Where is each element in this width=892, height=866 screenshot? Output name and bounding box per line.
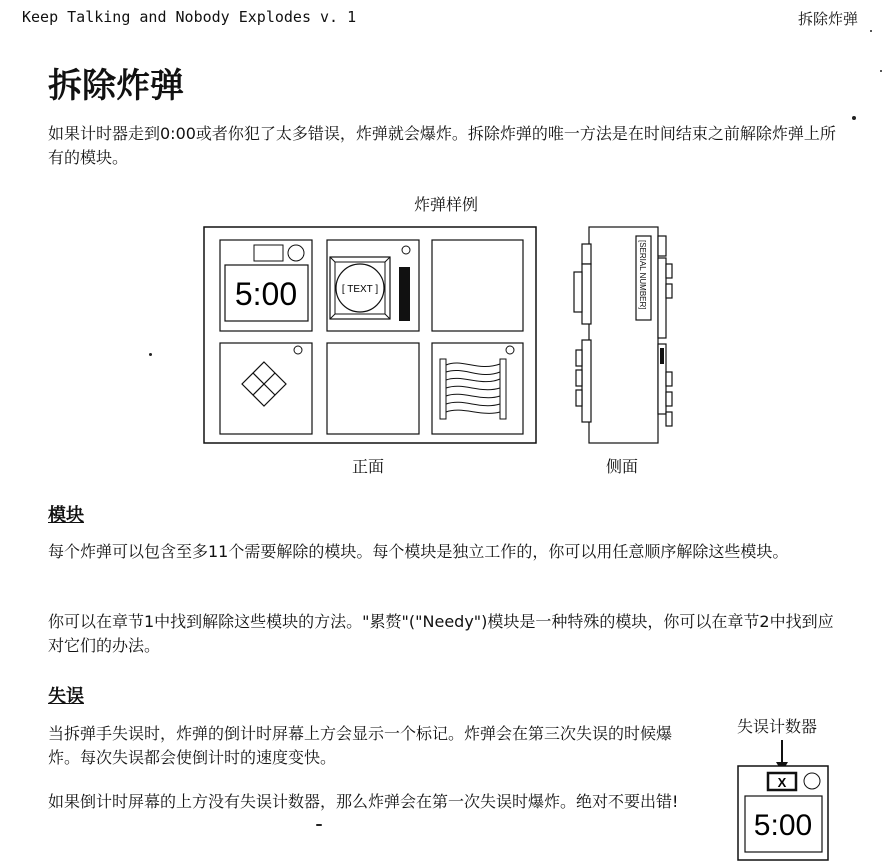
paper-speck [870, 30, 872, 32]
strike-counter-figure [734, 740, 834, 864]
strike-indicator-circle [288, 245, 304, 261]
modules-paragraph-1: 每个炸弹可以包含至多11个需要解除的模块。每个模块是独立工作的，你可以用任意顺序解除这些模块。 [48, 542, 789, 561]
paper-speck [149, 353, 152, 356]
front-view-label: 正面 [352, 457, 385, 476]
button-module-led [402, 246, 410, 254]
section-heading-strikes: 失误 [48, 686, 84, 707]
module-empty-1 [432, 240, 523, 331]
timer-text: 5:00 [234, 276, 298, 312]
header-section-name: 拆除炸弹 [797, 10, 858, 28]
side-strip [660, 348, 664, 364]
wire-left-rail [440, 359, 446, 419]
bomb-example-figure [200, 222, 680, 448]
wires-module-led [506, 346, 514, 354]
paper-speck [316, 824, 322, 826]
wire-right-rail [500, 359, 506, 419]
modules-paragraph-2: 你可以在章节1中找到解除这些模块的方法。"累赘"("Needy")模块是一种特殊的模块，你可以在章节2中找到应对它们的办法。 [48, 612, 834, 655]
strikes-paragraph-1: 当拆弹手失误时，炸弹的倒计时屏幕上方会显示一个标记。炸弹会在第三次失误的时候爆炸。每次失误都会使倒计时的速度变快。 [48, 724, 673, 767]
paper-speck [852, 116, 856, 120]
side-view-label: 侧面 [606, 457, 639, 476]
page-title: 拆除炸弹 [48, 66, 184, 106]
figure-caption: 炸弹样例 [413, 195, 478, 214]
button-label: [ TEXT ] [341, 284, 379, 295]
strike-counter-caption: 失误计数器 [737, 717, 818, 736]
module-empty-2 [327, 343, 419, 434]
button-strip [399, 267, 410, 321]
strike-indicator-box [254, 245, 283, 261]
strike-counter-light [804, 773, 820, 789]
keypad-module-led [294, 346, 302, 354]
intro-paragraph: 如果计时器走到0:00或者你犯了太多错误，炸弹就会爆炸。拆除炸弹的唯一方法是在时间结束之前解除炸弹上所有的模块。 [48, 124, 836, 167]
strike-counter-timer: 5:00 [753, 809, 813, 842]
header-manual-title: Keep Talking and Nobody Explodes v. 1 [22, 8, 357, 26]
section-heading-modules: 模块 [48, 505, 84, 526]
strikes-paragraph-2: 如果倒计时屏幕的上方没有失误计数器，那么炸弹会在第一次失误时爆炸。绝对不要出错! [48, 792, 679, 811]
serial-number-label: [SERIAL NUMBER] [638, 240, 647, 310]
strike-mark-text: X [777, 775, 787, 790]
paper-speck [880, 70, 882, 72]
bomb-side-view [574, 227, 672, 443]
